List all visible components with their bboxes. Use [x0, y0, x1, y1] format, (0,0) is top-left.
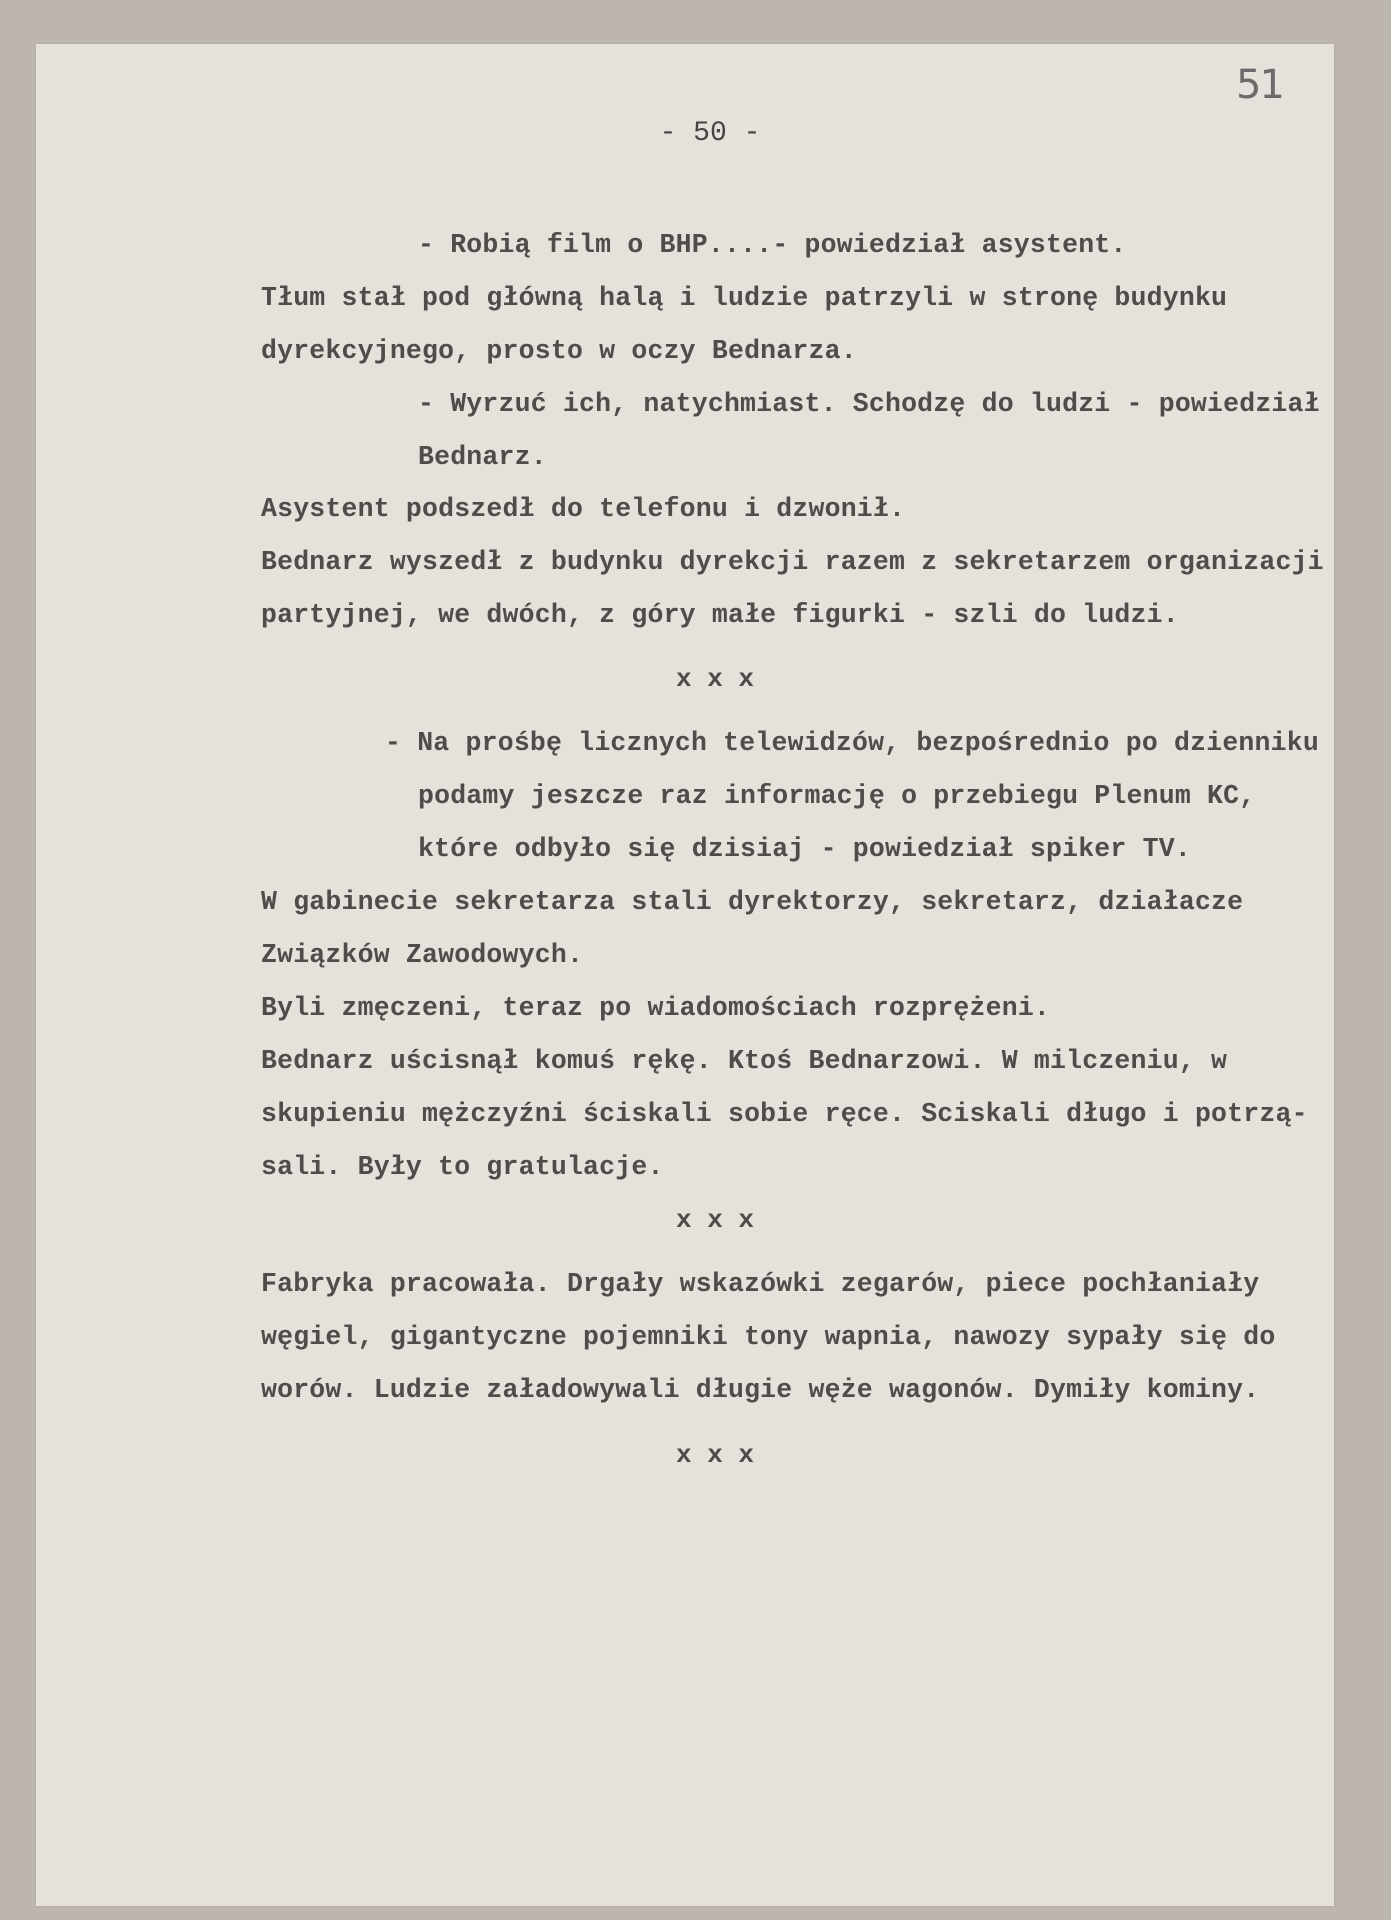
text-line: Fabryka pracowała. Drgały wskazówki zegarów, piece pochłaniały: [261, 1269, 1260, 1299]
text-line: Asystent podszedł do telefonu i dzwonił.: [261, 494, 906, 524]
text-line: worów. Ludzie załadowywali długie węże wagonów. Dymiły kominy.: [261, 1375, 1260, 1405]
text-line: partyjnej, we dwóch, z góry małe figurki - szli do ludzi.: [261, 600, 1179, 630]
text-line: podamy jeszcze raz informację o przebiegu Plenum KC,: [418, 781, 1256, 811]
text-line: - Robią film o BHP....- powiedział asystent.: [418, 230, 1127, 260]
text-line: W gabinecie sekretarza stali dyrektorzy, sekretarz, działacze: [261, 887, 1244, 917]
text-line: Bednarz uścisnął komuś rękę. Ktoś Bednarzowi. W milczeniu, w: [261, 1046, 1228, 1076]
text-line: dyrekcyjnego, prosto w oczy Bednarza.: [261, 336, 857, 366]
section-separator: x x x: [675, 1205, 754, 1235]
text-line: Bednarz.: [418, 442, 547, 472]
handwritten-page-number: 51: [1236, 62, 1283, 108]
section-separator: x x x: [675, 664, 754, 694]
text-line: skupieniu mężczyźni ściskali sobie ręce. Sciskali długo i potrzą-: [261, 1099, 1308, 1129]
text-line: Byli zmęczeni, teraz po wiadomościach rozprężeni.: [261, 993, 1051, 1023]
text-line: Tłum stał pod główną halą i ludzie patrzyli w stronę budynku: [261, 283, 1228, 313]
text-line: sali. Były to gratulacje.: [261, 1152, 664, 1182]
page-number: - 50 -: [659, 118, 761, 149]
text-line: węgiel, gigantyczne pojemniki tony wapnia, nawozy sypały się do: [261, 1322, 1276, 1352]
text-line: - Na prośbę licznych telewidzów, bezpośrednio po dzienniku: [385, 728, 1319, 758]
text-line: Związków Zawodowych.: [261, 940, 584, 970]
typewritten-page: [36, 44, 1334, 1906]
section-separator: x x x: [675, 1440, 754, 1470]
text-line: które odbyło się dzisiaj - powiedział spiker TV.: [418, 834, 1191, 864]
text-line: Bednarz wyszedł z budynku dyrekcji razem z sekretarzem organizacji: [261, 547, 1324, 577]
text-line: - Wyrzuć ich, natychmiast. Schodzę do ludzi - powiedział: [418, 389, 1320, 419]
